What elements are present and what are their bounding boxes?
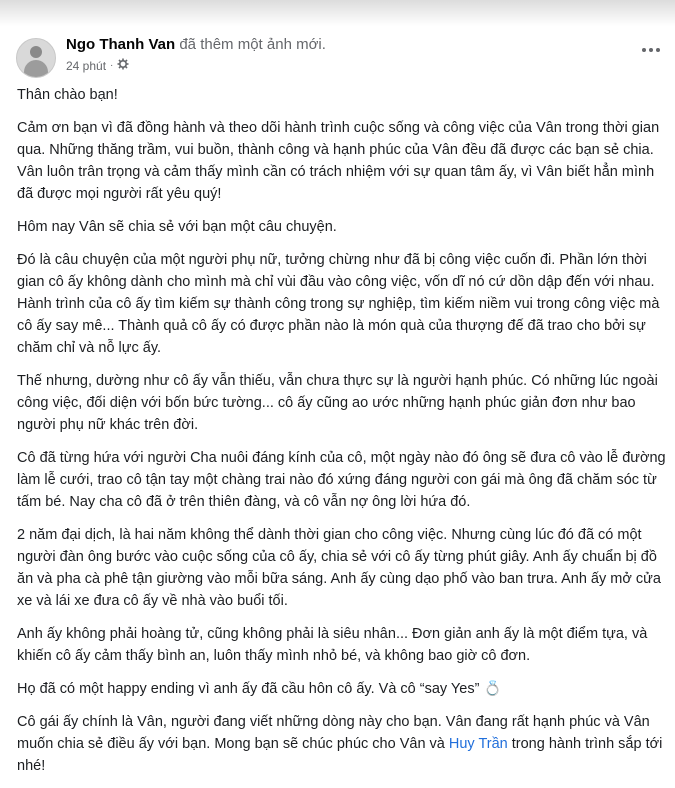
paragraph: Hôm nay Vân sẽ chia sẻ với bạn một câu chuyện.: [17, 219, 337, 235]
paragraph: Cô đã từng hứa với người Cha nuôi đáng kính của cô, một ngày nào đó ông sẽ đưa cô vào lễ đường làm lễ cưới, trao cô tận tay một chàng trai nào đó xứng đáng người con gái mà ông đã chăm sóc từ tấm bé. Nay cha cô đã ở trên thiên đàng, và cô vẫn nợ ông lời hứa đó.: [17, 450, 666, 510]
paragraph: 2 năm đại dịch, là hai năm không thể dành thời gian cho công việc. Nhưng cùng lúc đó đã có một người đàn ông bước vào cuộc sống của cô ấy, chia sẻ với cô ấy từng phút giây. Anh ấy chuẩn bị đồ ăn và pha cà phê tận giường vào mỗi bữa sáng. Anh ấy cùng dạo phố vào ban trưa. Anh ấy mở cửa xe và lái xe đưa cô ấy về nhà vào buổi tối.: [17, 527, 661, 609]
post-meta: [66, 58, 129, 73]
paragraph: Thân chào bạn!: [17, 87, 118, 103]
paragraph: Thế nhưng, dường như cô ấy vẫn thiếu, vẫn chưa thực sự là người hạnh phúc. Có những lúc ngoài công việc, đối diện với bốn bức tường... cô ấy cũng ao ước những hạnh phúc giản đơn như bao người phụ nữ khác trên đời.: [17, 373, 658, 433]
author-name[interactable]: Ngo Thanh Van: [66, 36, 176, 53]
paragraph: Đó là câu chuyện của một người phụ nữ, tưởng chừng như đã bị công việc cuốn đi. Phần lớn thời gian cô ấy không dành cho mình mà chỉ vùi đầu vào công việc, vốn dĩ nó cứ dồn dập đến với nhau. Hành trình của cô ấy tìm kiếm sự thành công trong sự nghiệp, tìm kiếm niềm vui trong công việc mà cô ấy say mê... Thành quả cô ấy có được phần nào là món quà của thượng đế đã trao cho bởi sự chăm chỉ và nỗ lực ấy.: [17, 252, 660, 356]
paragraph: Anh ấy không phải hoàng tử, cũng không phải là siêu nhân... Đơn giản anh ấy là một điểm tựa, và khiến cô ấy cảm thấy bình an, luôn thấy mình nhỏ bé, và không bao giờ cô đơn.: [17, 626, 648, 664]
post-content: [17, 84, 667, 788]
mention-link[interactable]: Huy Trần: [448, 736, 508, 752]
more-options-icon[interactable]: [636, 40, 666, 60]
post-action: đã thêm một ảnh mới.: [179, 36, 326, 53]
author-line: [66, 36, 326, 53]
avatar[interactable]: [16, 38, 56, 78]
last-paragraph: [17, 711, 667, 777]
separator: ·: [110, 60, 114, 71]
post-header: [16, 30, 666, 80]
gear-icon[interactable]: [117, 58, 129, 73]
paragraph-text: Cô gái ấy chính là Vân, người đang viết những dòng này cho bạn. Vân đang rất hạnh phúc và Vân muốn chia sẻ điều ấy với bạn. Mong bạn sẽ chúc phúc cho Vân và: [17, 714, 650, 752]
paragraph: Họ đã có một happy ending vì anh ấy đã cầu hôn cô ấy. Và cô “say Yes” 💍: [17, 681, 502, 697]
paragraph-text: trong hành trình sắp tới nhé!: [17, 736, 663, 774]
post-time[interactable]: 24 phút: [66, 58, 107, 73]
paragraph: Cảm ơn bạn vì đã đồng hành và theo dõi hành trình cuộc sống và công việc của Vân trong thời gian qua. Những thăng trầm, vui buồn, thành công và hạnh phúc của Vân đều đã được các bạn sẻ chia. Vân luôn trân trọng và cảm thấy mình cần có trách nhiệm với sự quan tâm ấy, vì Vân biết hẳn mình đã được mọi người rất yêu quý!: [17, 120, 660, 202]
top-edge: [0, 0, 675, 26]
